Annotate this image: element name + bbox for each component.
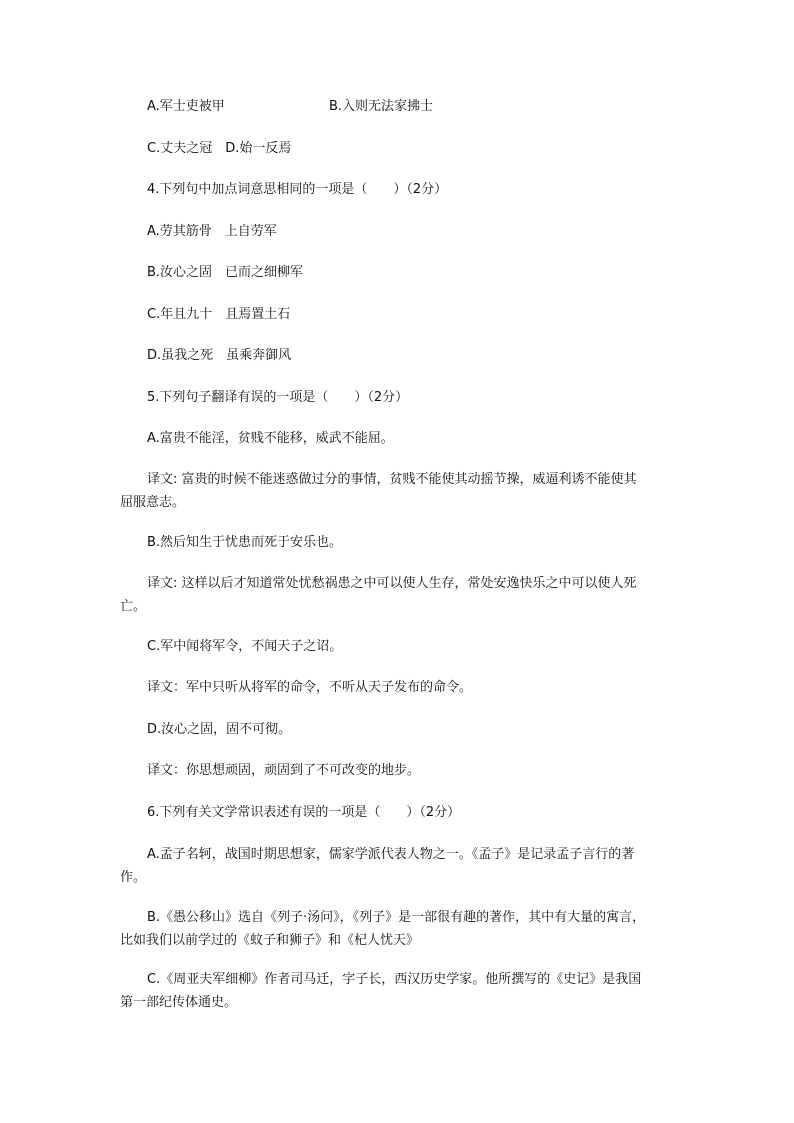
- q5-stem: 5.下列句子翻译有误的一项是（ ）（2分）: [147, 390, 409, 405]
- q5-option-c: C.军中闻将军令，不闻天子之诏。: [147, 639, 343, 654]
- q4-option-c: C.年且九十 且焉置土石: [147, 307, 291, 322]
- q4-option-b: B.汝心之固 已而之细柳军: [147, 265, 304, 280]
- q6-option-c-line2: 第一部纪传体通史。: [120, 995, 238, 1010]
- q5-option-a-translation-line1: 译文: 富贵的时候不能迷惑做过分的事情，贫贱不能使其动摇节操，威逼利诱不能使其: [147, 472, 637, 487]
- q5-option-a-translation-line2: 屈服意志。: [120, 495, 186, 510]
- q3-options-cd: C.丈夫之冠 D.始一反焉: [147, 141, 292, 156]
- q4-option-d: D.虽我之死 虽乘奔御风: [147, 348, 292, 363]
- q6-option-a-line2: 作。: [120, 870, 147, 885]
- q5-option-c-translation: 译文：军中只听从将军的命令，不听从天子发布的命令。: [147, 680, 473, 695]
- q6-option-c-line1: C.《周亚夫军细柳》作者司马迁，字子长，西汉历史学家。他所撰写的《史记》是我国: [147, 972, 642, 987]
- q5-option-b-translation-line2: 亡。: [120, 599, 147, 614]
- q4-option-a: A.劳其筋骨 上自劳军: [147, 224, 277, 239]
- q3-option-b: B.入则无法家拂士: [329, 99, 434, 114]
- q4-stem: 4.下列句中加点词意思相同的一项是（ ）（2分）: [147, 182, 448, 197]
- q5-option-d-translation: 译文：你思想顽固，顽固到了不可改变的地步。: [147, 763, 421, 778]
- q3-option-a: A.军士吏被甲: [147, 99, 225, 114]
- q5-option-a: A.富贵不能淫，贫贱不能移，威武不能屈。: [147, 431, 394, 446]
- q6-stem: 6.下列有关文学常识表述有误的一项是（ ）（2分）: [147, 805, 461, 820]
- q6-option-b-line1: B.《愚公移山》选自《列子·汤问》，《列子》是一部很有趣的著作，其中有大量的寓言，: [147, 910, 646, 925]
- q6-option-a-line1: A.孟子名轲，战国时期思想家，儒家学派代表人物之一。《孟子》是记录孟子言行的著: [147, 847, 635, 862]
- q5-option-b-translation-line1: 译文: 这样以后才知道常处忧愁祸患之中可以使人生存，常处安逸快乐之中可以使人死: [147, 576, 637, 591]
- q5-option-b: B.然后知生于忧患而死于安乐也。: [147, 535, 343, 550]
- q6-option-b-line2: 比如我们以前学过的《蚊子和狮子》和《杞人忧天》: [120, 933, 420, 948]
- q5-option-d: D.汝心之固，固不可彻。: [147, 722, 292, 737]
